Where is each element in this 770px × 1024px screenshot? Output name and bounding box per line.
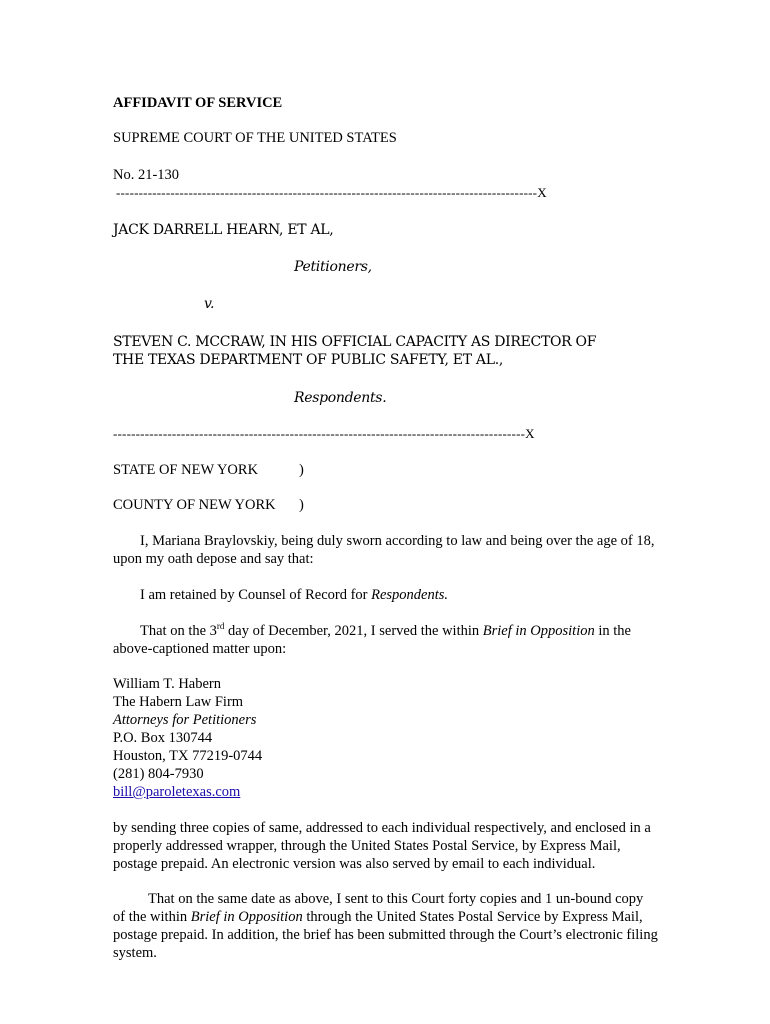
address-po-box: P.O. Box 130744 [113,730,213,746]
address-city: Houston, TX 77219-0744 [113,748,263,764]
service-date-ordinal: rd [216,621,225,632]
venue-state-paren: ) [299,462,304,478]
petitioners-label: Petitioners, [294,259,372,275]
court-filing-suffix: through the United States Postal Service by Express Mail, postage prepaid. In addition, the brief has been submitted through the Court’s electronic filing system. [113,909,658,961]
service-date-suffix: in the above-captioned matter upon: [113,623,631,657]
address-email-link[interactable]: bill@paroletexas.com [113,784,241,800]
paragraph-retained-text: I am retained by Counsel of Record for [140,587,372,603]
address-phone: (281) 804-7930 [113,766,204,782]
venue-county: COUNTY OF NEW YORK [113,497,276,513]
paragraph-court-filing [113,890,658,962]
court-name: SUPREME COURT OF THE UNITED STATES [113,130,397,146]
respondent-name-line1: STEVEN C. MCCRAW, IN HIS OFFICIAL CAPACITY AS DIRECTOR OF [113,334,597,350]
venue-county-paren: ) [299,497,304,513]
case-number: No. 21-130 [113,167,180,183]
service-date-middle: day of December, 2021, I served the within [224,623,483,639]
paragraph-retained-party: Respondents. [371,587,449,603]
respondents-label: Respondents. [294,390,387,406]
address-name: William T. Habern [113,676,221,692]
paragraph-retained [113,586,658,604]
court-filing-prefix: That on the same date as above, I sent to this Court forty copies and 1 un-bound copy of the within [113,891,644,925]
address-firm: The Habern Law Firm [113,694,244,710]
service-document-title: Brief in Opposition [482,623,595,639]
paragraph-sworn-statement: I, Mariana Braylovskiy, being duly sworn according to law and being over the age of 18, upon my oath depose and say that: [113,533,655,567]
paragraph-service-method: by sending three copies of same, addressed to each individual respectively, and enclosed in a properly addressed wrapper, through the United States Postal Service, by Express Mail, postage prepaid. An electronic version was also served by email to each individual. [113,820,651,872]
venue-state: STATE OF NEW YORK [113,462,259,478]
caption-separator-bottom: -------------------------------------------------------------------------------------------X [113,426,535,441]
caption-separator-top: ---------------------------------------------------------------------------------------------X [116,185,547,200]
versus-label: v. [204,296,215,312]
petitioner-name: JACK DARRELL HEARN, ET AL, [113,222,334,238]
service-date-prefix: That on the 3 [140,623,217,639]
address-role: Attorneys for Petitioners [113,712,257,728]
paragraph-service-date [113,622,658,658]
affidavit-heading: AFFIDAVIT OF SERVICE [113,95,283,111]
court-filing-document-title: Brief in Opposition [190,909,303,925]
respondent-name-line2: THE TEXAS DEPARTMENT OF PUBLIC SAFETY, ET AL., [113,352,504,368]
